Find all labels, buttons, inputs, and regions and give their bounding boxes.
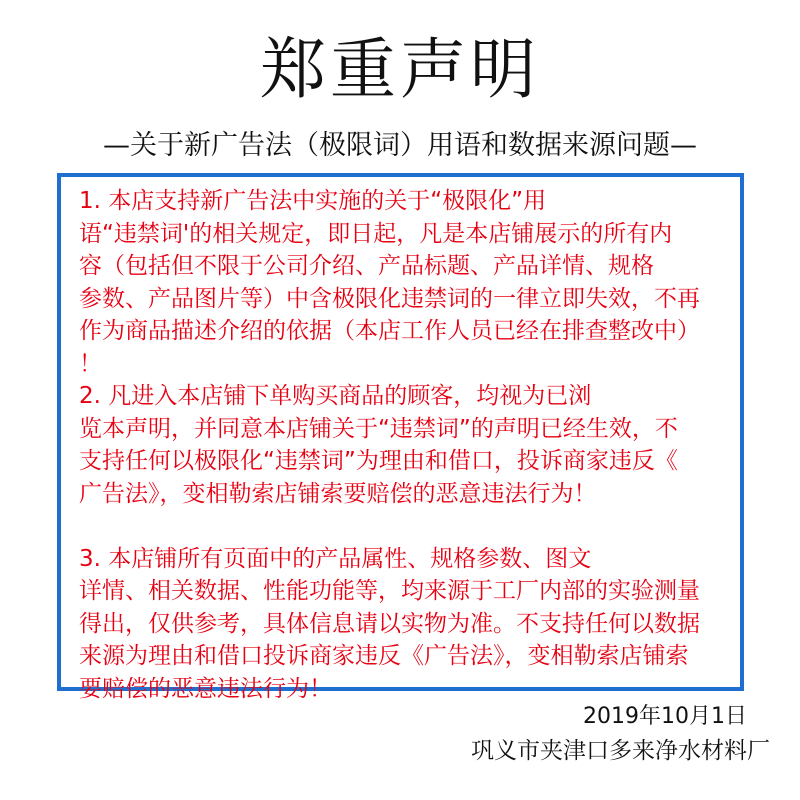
notice-box bbox=[57, 173, 744, 702]
notice-paragraph-2: 2. 凡进入本店铺下单购买商品的顾客，均视为已浏 览本声明，并同意本店铺关于“违禁词”的声明已经生效，不 支持任何以极限化“违禁词”为理由和借口，投诉商家违反《 广告法》，变相勒索店铺索要赔偿的恶意违法行为！ bbox=[79, 383, 678, 507]
notice-body bbox=[79, 185, 729, 705]
notice-paragraph-3: 3. 本店铺所有页面中的产品属性、规格参数、图文 详情、相关数据、性能功能等，均来源于工厂内部的实验测量 得出，仅供参考，具体信息请以实物为准。不支持任何以数据 来源为理由和借口投诉商家违反《广告法》，变相勒索店铺索 要赔偿的恶意违法行为！ bbox=[79, 545, 700, 702]
company-name: 巩义市夹津口多来净水材料厂 bbox=[471, 738, 770, 764]
statement-date: 2019年10月1日 bbox=[583, 704, 747, 729]
page-title: 郑重声明 bbox=[260, 31, 540, 108]
page-subtitle: —关于新广告法（极限词）用语和数据来源问题— bbox=[103, 130, 697, 161]
notice-paragraph-1: 1. 本店支持新广告法中实施的关于“极限化”用 语“违禁词'的相关规定，即日起，凡是本店铺展示的所有内 容（包括但不限于公司介绍、产品标题、产品详情、规格 参数、产品图片等）中含极限化违禁词的一律立即失效，不再 作为商品描述介绍的依据（本店工作人员已经在排查整改中） ！ bbox=[79, 188, 700, 377]
